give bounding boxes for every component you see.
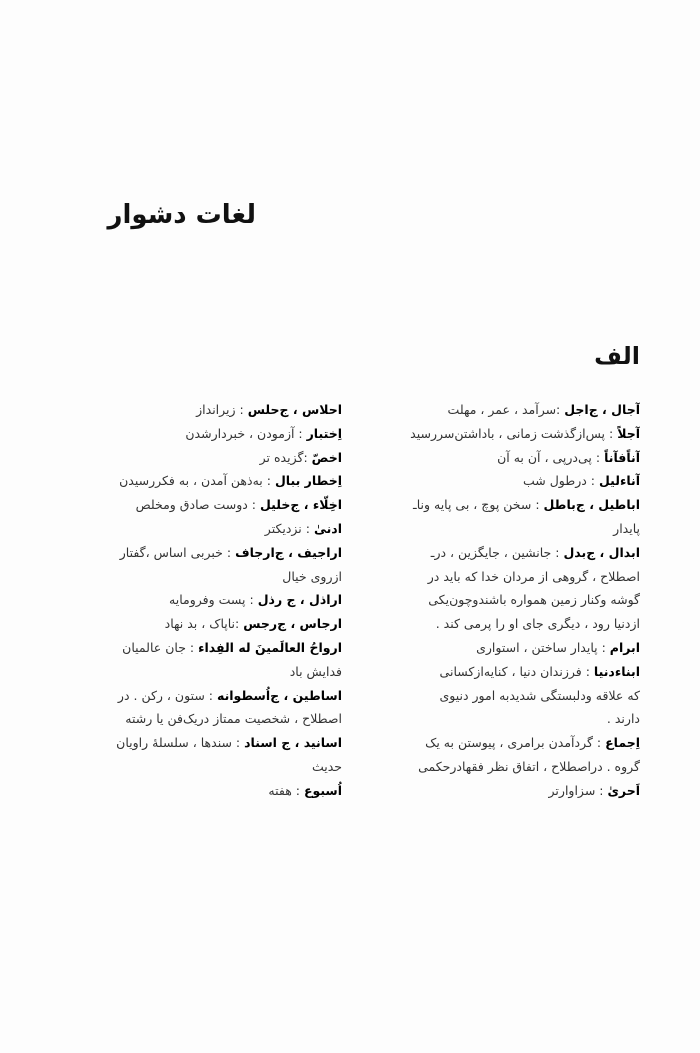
glossary-definition: :سرآمد ، عمر ، مهلت bbox=[447, 402, 565, 417]
glossary-line bbox=[355, 541, 640, 565]
glossary-line bbox=[355, 755, 640, 779]
glossary-line bbox=[77, 588, 342, 612]
glossary-term: اراذل ، ج رذل bbox=[257, 592, 342, 608]
glossary-term: اخصّ bbox=[311, 449, 342, 465]
glossary-term: آناًفآناً bbox=[604, 449, 640, 465]
glossary-definition: : سندها ، سلسلهٔ راویان bbox=[116, 735, 245, 751]
glossary-line bbox=[355, 517, 640, 541]
glossary-line bbox=[77, 446, 342, 470]
glossary-definition: ازدنیا رود ، دیگری جای او را پرمی کند . bbox=[435, 616, 640, 632]
glossary-definition: : به‌ذهن آمدن ، به فکررسیدن bbox=[119, 473, 275, 489]
glossary-definition: ازروی خیال bbox=[282, 568, 342, 584]
glossary-line bbox=[355, 398, 640, 422]
glossary-line bbox=[355, 684, 640, 708]
glossary-definition: دارند . bbox=[606, 711, 640, 727]
glossary-definition: : سزاوارتر bbox=[548, 782, 608, 798]
glossary-definition: : پی‌درپی ، آن به آن bbox=[497, 449, 605, 465]
glossary-definition: گروه . دراصطلاح ، اتفاق نظر فقهادرحکمی bbox=[418, 758, 640, 774]
glossary-line bbox=[77, 684, 342, 708]
glossary-term: ارجاس ، ج‌رجس bbox=[243, 616, 342, 632]
glossary-line bbox=[77, 731, 342, 755]
glossary-line bbox=[355, 588, 640, 612]
glossary-term: آجال ، ج‌اجل bbox=[564, 402, 640, 417]
glossary-definition: : پایدار ساختن ، استواری bbox=[476, 639, 610, 655]
glossary-line bbox=[77, 660, 342, 684]
glossary-line bbox=[77, 636, 342, 660]
glossary-definition: : دوست صادق ومخلص bbox=[135, 497, 260, 513]
glossary-definition: اصطلاح ، شخصیت ممتاز دریک‌فن یا رشته bbox=[125, 711, 342, 727]
glossary-definition: : هفته bbox=[268, 782, 304, 798]
glossary-definition: : پس‌ازگذشت زمانی ، باداشتن‌سررسید bbox=[410, 425, 618, 441]
glossary-line bbox=[355, 636, 640, 660]
glossary-line bbox=[77, 469, 342, 493]
glossary-definition: : پست وفرومایه bbox=[169, 592, 258, 608]
glossary-definition: : فرزندان دنیا ، کنایه‌ازکسانی bbox=[439, 663, 594, 679]
glossary-definition: : گردآمدن برامری ، پیوستن به یک bbox=[425, 735, 606, 751]
glossary-definition: :گزیده تر bbox=[259, 449, 312, 465]
glossary-term: اراجیف ، ج‌ارجاف bbox=[235, 544, 342, 560]
glossary-line bbox=[77, 612, 342, 636]
glossary-line bbox=[355, 493, 640, 517]
glossary-line bbox=[77, 565, 342, 589]
glossary-line bbox=[77, 707, 342, 731]
glossary-definition: : خبربی اساس ،گفتار bbox=[119, 544, 236, 560]
glossary-term: ارواحُ العالَمینَ له الفِداء bbox=[198, 639, 342, 655]
glossary-term: ابدال ، ج‌بدل bbox=[563, 544, 640, 560]
glossary-definition: که علاقه ودلبستگی شدیدبه امور دنیوی bbox=[439, 687, 640, 703]
glossary-line bbox=[77, 398, 342, 422]
glossary-term: ابرام bbox=[609, 639, 640, 655]
glossary-term: احلاس ، ج‌حلس bbox=[247, 402, 342, 417]
glossary-definition: : جان عالمیان bbox=[122, 639, 199, 655]
glossary-term: اِجماع bbox=[605, 735, 640, 751]
glossary-term: آجلاً bbox=[617, 425, 640, 441]
glossary-line bbox=[355, 612, 640, 636]
glossary-term: اساطین ، ج‌اُسطوانه bbox=[216, 687, 342, 703]
glossary-term: آناءلیل bbox=[598, 473, 640, 489]
glossary-term: اِختبار bbox=[306, 425, 342, 441]
glossary-line bbox=[77, 755, 342, 779]
glossary-line bbox=[77, 422, 342, 446]
glossary-term: اباطیل ، ج‌باطل bbox=[543, 497, 640, 513]
glossary-definition: :ناپاک ، بد نهاد bbox=[164, 616, 244, 632]
glossary-definition: پایدار bbox=[613, 520, 640, 536]
glossary-definition: : زیرانداز bbox=[196, 402, 248, 417]
glossary-definition: : درطول شب bbox=[523, 473, 599, 489]
glossary-term: اخِلّاء ، ج‌خلیل bbox=[259, 497, 342, 513]
glossary-column-left bbox=[77, 398, 342, 803]
glossary-line bbox=[77, 493, 342, 517]
glossary-line bbox=[77, 517, 342, 541]
glossary-line bbox=[355, 779, 640, 803]
glossary-column-right bbox=[355, 398, 640, 803]
glossary-line bbox=[355, 660, 640, 684]
glossary-definition: اصطلاح ، گروهی از مردان خدا که باید در bbox=[427, 568, 640, 584]
glossary-definition: گوشه وکنار زمین همواره باشندوچون‌یکی bbox=[428, 592, 640, 608]
section-heading: الف bbox=[594, 342, 640, 370]
glossary-line bbox=[77, 779, 342, 803]
glossary-line bbox=[355, 446, 640, 470]
glossary-line bbox=[355, 707, 640, 731]
glossary-line bbox=[355, 469, 640, 493]
glossary-line bbox=[355, 565, 640, 589]
glossary-term: اِخطار ببال bbox=[274, 473, 342, 489]
glossary-definition: : نزدیکتر bbox=[264, 520, 314, 536]
glossary-term: اَحریٰ bbox=[607, 782, 640, 798]
glossary-term: ابناءدنیا bbox=[593, 663, 640, 679]
glossary-definition: : ستون ، رکن . در bbox=[117, 687, 217, 703]
glossary-line bbox=[77, 541, 342, 565]
glossary-term: اسانید ، ج اسناد bbox=[244, 735, 342, 751]
glossary-line bbox=[355, 422, 640, 446]
glossary-definition: : سخن پوچ ، بی پایه وناـ bbox=[413, 497, 544, 513]
glossary-definition: حدیث bbox=[311, 758, 342, 774]
page-title: لغات دشوار bbox=[107, 200, 256, 230]
glossary-term: اُسبوع bbox=[303, 782, 342, 798]
glossary-term: ادنیٰ bbox=[313, 520, 342, 536]
glossary-definition: : آزمودن ، خبردارشدن bbox=[185, 425, 307, 441]
glossary-definition: : جانشین ، جایگزین ، درـ bbox=[430, 544, 564, 560]
glossary-line bbox=[355, 731, 640, 755]
glossary-definition: فدایش باد bbox=[289, 663, 342, 679]
